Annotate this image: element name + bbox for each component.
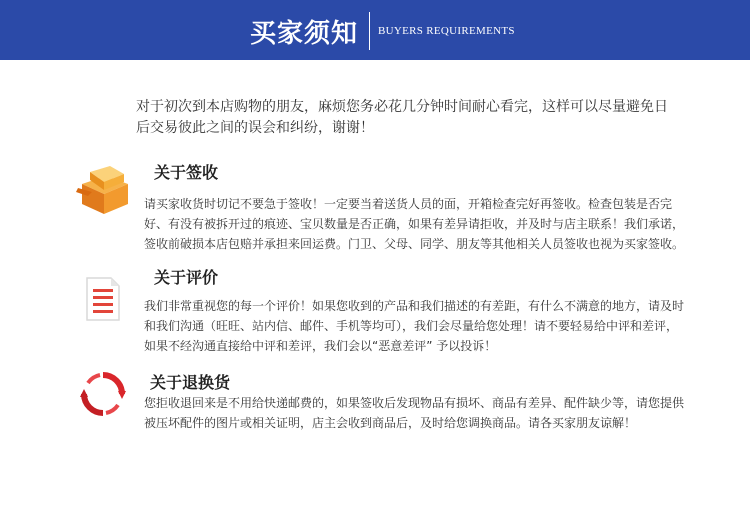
section-body-receipt: 请买家收货时切记不要急于签收！一定要当着送货人员的面，开箱检查完好再签收。检查包装是否完好、有没有被拆开过的痕迹、宝贝数量是否正确，如果有差异请拒收，并及时与店主联系！我们承诺，签收前破损本店包赔并承担来回运费。门卫、父母、同学、朋友等其他相关人员签收也视为买家签收。: [144, 197, 685, 251]
refresh-icon: [78, 369, 128, 423]
banner-subtitle: BUYERS REQUIREMENTS: [378, 25, 515, 37]
section-body-review: 我们非常重视您的每一个评价！如果您收到的产品和我们描述的有差距，有什么不满意的地方，请及时和我们沟通（旺旺、站内信、邮件、手机等均可），我们会尽量给您处理！请不要轻易给中评和差评，如果不经沟通直接给中评和差评，我们会以“恶意差评” 予以投诉！: [144, 299, 685, 353]
banner-divider: [369, 12, 370, 50]
box-icon: [76, 162, 132, 220]
header-banner: [0, 0, 750, 60]
section-title-receipt: 关于签收: [154, 163, 219, 182]
intro-text: 对于初次到本店购物的朋友，麻烦您务必花几分钟时间耐心看完，这样可以尽量避免日后交易彼此之间的误会和纠纷，谢谢！: [136, 99, 668, 136]
section-title-return: 关于退换货: [150, 373, 231, 392]
section-title-review: 关于评价: [154, 268, 219, 287]
document-icon: [85, 276, 121, 326]
banner-title: 买家须知: [250, 19, 359, 49]
section-body-return: 您拒收退回来是不用给快递邮费的，如果签收后发现物品有损坏、商品有差异、配件缺少等，请您提供被压坏配件的图片或相关证明，店主会收到商品后，及时给您调换商品。请各买家朋友谅解！: [144, 396, 685, 430]
